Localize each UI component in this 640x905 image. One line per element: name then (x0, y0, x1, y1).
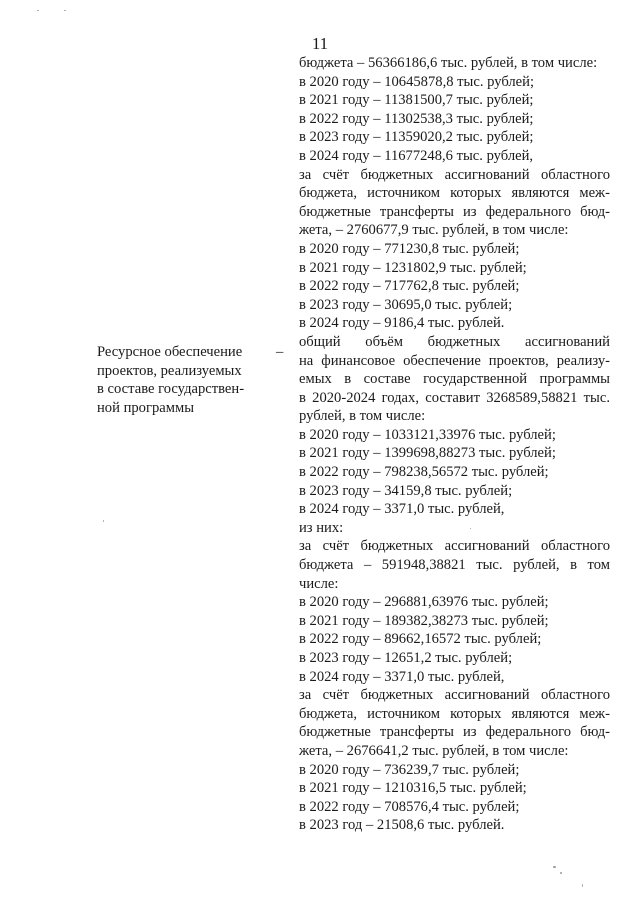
label-line: в составе государствен- (97, 381, 245, 398)
text-line: за счёт бюджетных ассигнований областного (299, 166, 610, 183)
text-line: в 2020 году – 1033121,33976 тыс. рублей; (299, 426, 556, 443)
scan-speck (582, 884, 583, 887)
label-line: ной программы (97, 399, 195, 416)
text-line: в 2022 году – 717762,8 тыс. рублей; (299, 278, 520, 295)
text-line: в 2021 году – 1231802,9 тыс. рублей; (299, 259, 527, 276)
projects-regional-block (299, 537, 610, 686)
text-line: в 2023 году – 34159,8 тыс. рублей; (299, 482, 513, 499)
text-line: в 2024 году – 3371,0 тыс. рублей, (299, 668, 505, 685)
text-line: бюджета – 56366186,6 тыс. рублей, в том числе: (299, 55, 598, 71)
text-line: за счёт бюджетных ассигнований областного (299, 687, 610, 704)
text-line: бюджета, источником которых являются меж- (299, 185, 610, 202)
text-line: бюджетные трансферты из федерального бюд- (299, 724, 610, 741)
text-line: емых в составе государственной программы (299, 371, 610, 388)
text-line: за счёт бюджетных ассигнований областного (299, 538, 610, 555)
text-line: в 2021 году – 1210316,5 тыс. рублей; (299, 780, 527, 797)
text-line: в 2023 году – 30695,0 тыс. рублей; (299, 296, 513, 313)
text-line: бюджета, источником которых являются меж- (299, 705, 610, 722)
text-line: в 2022 году – 798238,56572 тыс. рублей; (299, 464, 549, 481)
text-line: жета, – 2760677,9 тыс. рублей, в том числе: (299, 222, 569, 239)
text-line: в 2020 году – 736239,7 тыс. рублей; (299, 761, 520, 778)
text-line: в 2022 году – 89662,16572 тыс. рублей; (299, 631, 542, 648)
text-line: бюджетные трансферты из федерального бюд- (299, 203, 610, 220)
text-line: на финансовое обеспечение проектов, реализу- (299, 352, 610, 369)
text-line: в 2023 году – 11359020,2 тыс. рублей; (299, 129, 534, 146)
text-line: в 2023 год – 21508,6 тыс. рублей. (299, 817, 505, 834)
text-line: числе: (299, 575, 339, 592)
text-line: в 2023 году – 12651,2 тыс. рублей; (299, 650, 513, 666)
projects-federal-block (299, 686, 610, 835)
text-line: общий объём бюджетных ассигнований (299, 333, 610, 350)
text-line: в 2020 году – 296881,63976 тыс. рублей; (299, 594, 549, 611)
text-line: в 2020-2024 годах, составит 3268589,58821 тыс. (299, 389, 610, 406)
text-line: в 2021 году – 11381500,7 тыс. рублей; (299, 92, 534, 109)
page-number: 11 (311, 34, 329, 53)
text-line: в 2022 году – 708576,4 тыс. рублей; (299, 798, 520, 815)
text-line: из них: (299, 519, 344, 536)
scan-speck (64, 10, 66, 11)
scan-speck (470, 528, 471, 529)
text-line: в 2021 году – 189382,38273 тыс. рублей; (299, 612, 549, 629)
regional-budget-block (299, 54, 610, 166)
text-line: рублей, в том числе: (299, 408, 426, 425)
text-line: в 2021 году – 1399698,88273 тыс. рублей; (299, 445, 556, 462)
scan-speck (37, 10, 39, 11)
text-line: в 2020 году – 10645878,8 тыс. рублей; (299, 73, 535, 90)
text-line: бюджета – 591948,38821 тыс. рублей, в том (299, 557, 610, 574)
federal-transfers-block (299, 166, 610, 333)
label-line: Ресурсное обеспечение (97, 344, 243, 360)
text-line: в 2024 году – 3371,0 тыс. рублей, (299, 501, 505, 518)
scan-speck (553, 866, 556, 868)
text-line: в 2024 году – 9186,4 тыс. рублей. (299, 315, 505, 332)
separator-dash: – (276, 344, 284, 360)
scan-speck (560, 872, 562, 874)
label-line: проектов, реализуемых (97, 362, 242, 379)
resource-provision-label (97, 343, 267, 417)
projects-total-block (299, 333, 610, 538)
funding-details-column (299, 54, 610, 835)
text-line: в 2024 году – 11677248,6 тыс. рублей, (299, 147, 534, 164)
scan-speck (103, 520, 104, 522)
text-line: в 2022 году – 11302538,3 тыс. рублей; (299, 110, 534, 127)
text-line: жета, – 2676641,2 тыс. рублей, в том числе: (299, 742, 569, 759)
text-line: в 2020 году – 771230,8 тыс. рублей; (299, 240, 520, 257)
